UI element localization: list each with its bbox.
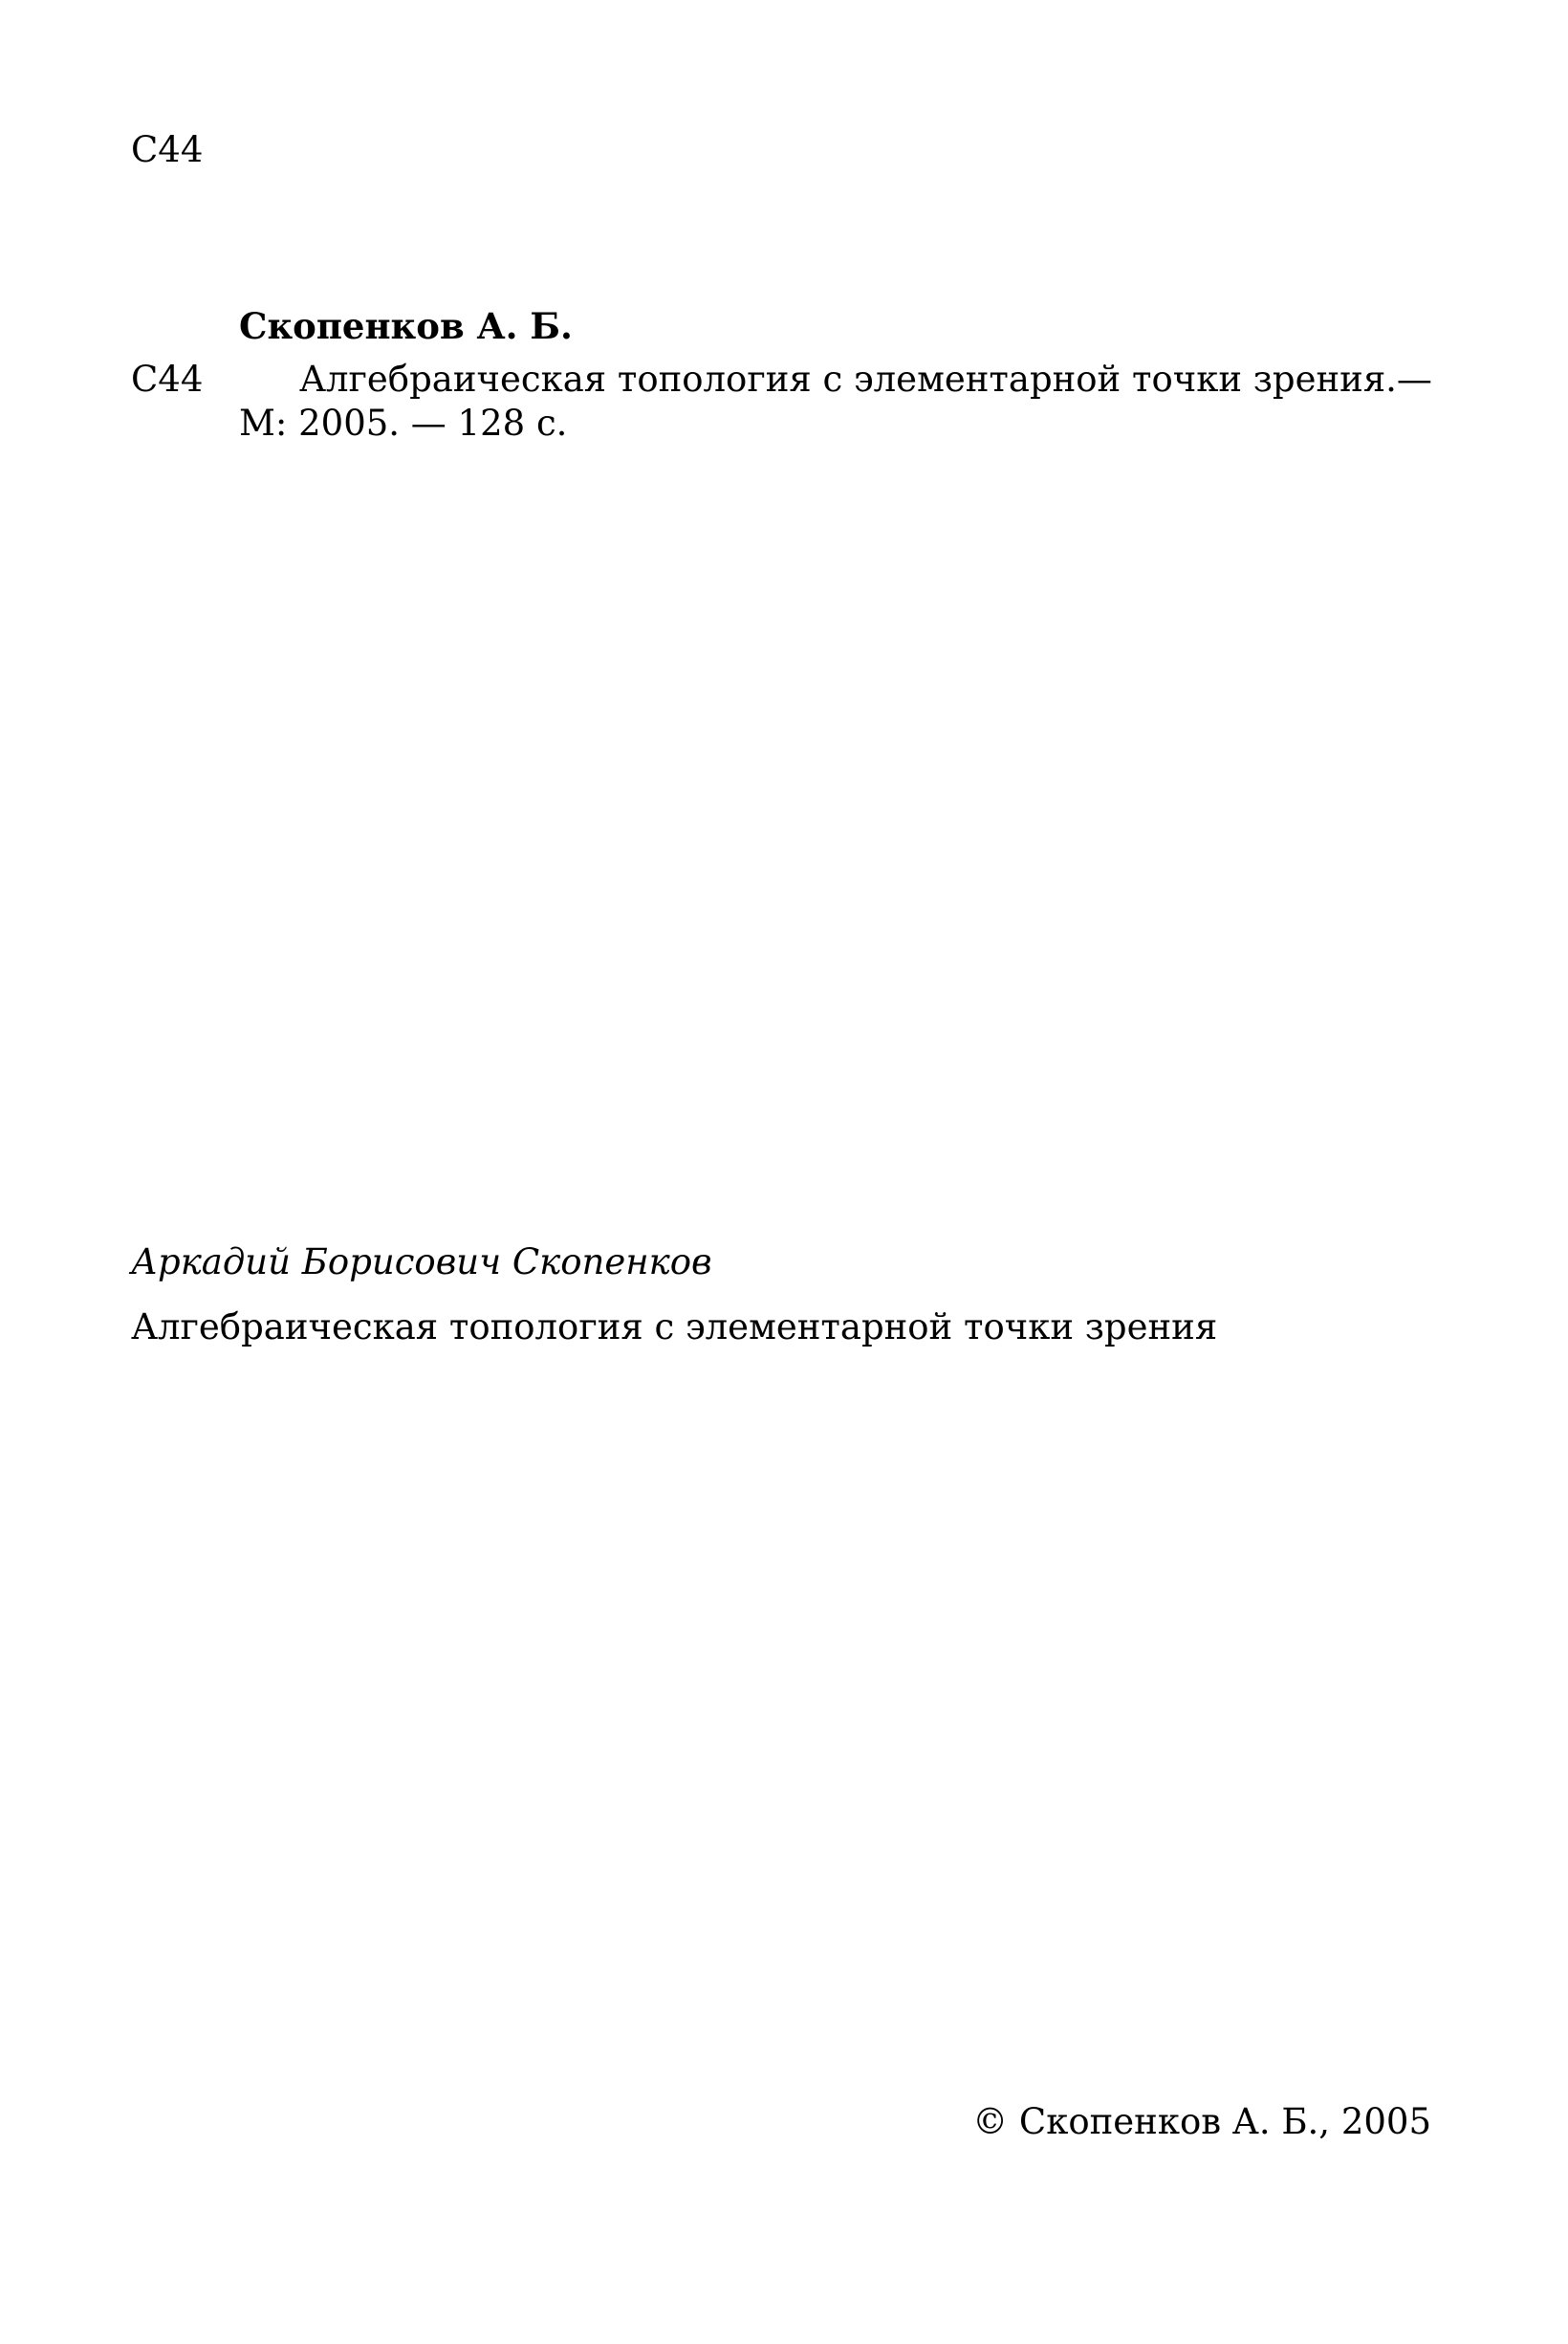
card-description-dash: — bbox=[1396, 359, 1432, 400]
library-code: С44 bbox=[131, 129, 204, 170]
card-code: С44 bbox=[131, 359, 204, 400]
card-description-line-1 bbox=[299, 356, 1432, 404]
author-full-name: Аркадий Борисович Скопенков bbox=[131, 1241, 712, 1282]
card-author: Скопенков А. Б. bbox=[239, 305, 573, 347]
card-description-line-2: М: 2005. — 128 с. bbox=[239, 403, 568, 444]
copyright-notice: © Скопенков А. Б., 2005 bbox=[972, 2101, 1431, 2142]
book-title: Алгебраическая топология с элементарной точки зрения bbox=[131, 1306, 1218, 1347]
card-description-text: Алгебраическая топология с элементарной точки зрения. bbox=[299, 359, 1397, 400]
